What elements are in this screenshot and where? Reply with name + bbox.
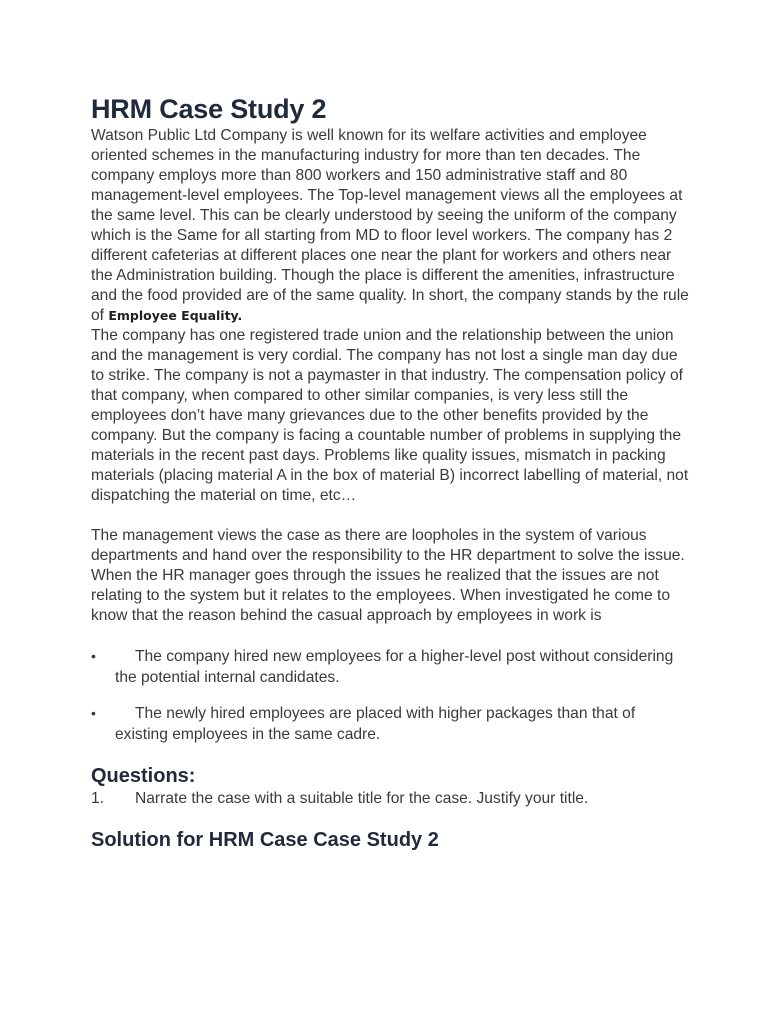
solution-heading: Solution for HRM Case Case Study 2: [91, 829, 439, 851]
list-item-text: The company hired new employees for a higher-level post without considering the potential internal candidates.: [115, 648, 674, 686]
bullet-icon: •: [91, 648, 96, 664]
question-item: [91, 789, 708, 809]
spacer: [91, 809, 708, 827]
spacer: [91, 506, 708, 526]
paragraph-intro: [91, 126, 691, 326]
emphasis-employee-equality: Employee Equality.: [108, 308, 243, 323]
paragraph-union: The company has one registered trade union and the relationship between the union and the management is very cordial. The company has not lost a single man day due to strike. The company is not a paymaster in that industry. The compensation policy of that company, when compared to other similar companies, is very less still the employees don’t have many grievances due to the other benefits provided by the company. But the company is facing a countable number of problems in supplying the materials in the recent past days. Problems like quality issues, mismatch in packing materials (placing material A in the box of material B) incorrect labelling of material, not dispatching the material on time, etc…: [91, 327, 689, 504]
bullet-icon: •: [91, 705, 96, 721]
spacer: [91, 626, 708, 646]
paragraph-intro-text: Watson Public Ltd Company is well known for its welfare activities and employee oriented schemes in the manufacturing industry for more than ten decades. The company employs more than 800 workers and 150 administrative staff and 80 management-level employees. The Top-level management views all the employees at the same level. This can be clearly understood by seeing the uniform of the company which is the Same for all starting from MD to floor level workers. The company has 2 different cafeterias at different places one near the plant for workers and others near the Administration building. Though the place is different the amenities, infrastructure and the food provided are of the same quality. In short, the company stands by the rule of: [91, 127, 689, 324]
list-item: [91, 646, 691, 688]
list-item: [91, 703, 691, 745]
reasons-list: [91, 646, 691, 745]
questions-heading: Questions:: [91, 765, 196, 787]
paragraph-management: The management views the case as there are loopholes in the system of various departments and hand over the responsibility to the HR department to solve the issue. When the HR manager goes through the issues he realized that the issues are not relating to the system but it relates to the employees. When investigated he come to know that the reason behind the casual approach by employees in work is: [91, 527, 685, 624]
list-item-text: The newly hired employees are placed with higher packages than that of existing employees in the same cadre.: [115, 705, 636, 743]
page-title: HRM Case Study 2: [91, 94, 327, 124]
question-text: Narrate the case with a suitable title for the case. Justify your title.: [135, 790, 589, 807]
spacer: [91, 745, 708, 763]
question-number: 1.: [91, 790, 105, 807]
